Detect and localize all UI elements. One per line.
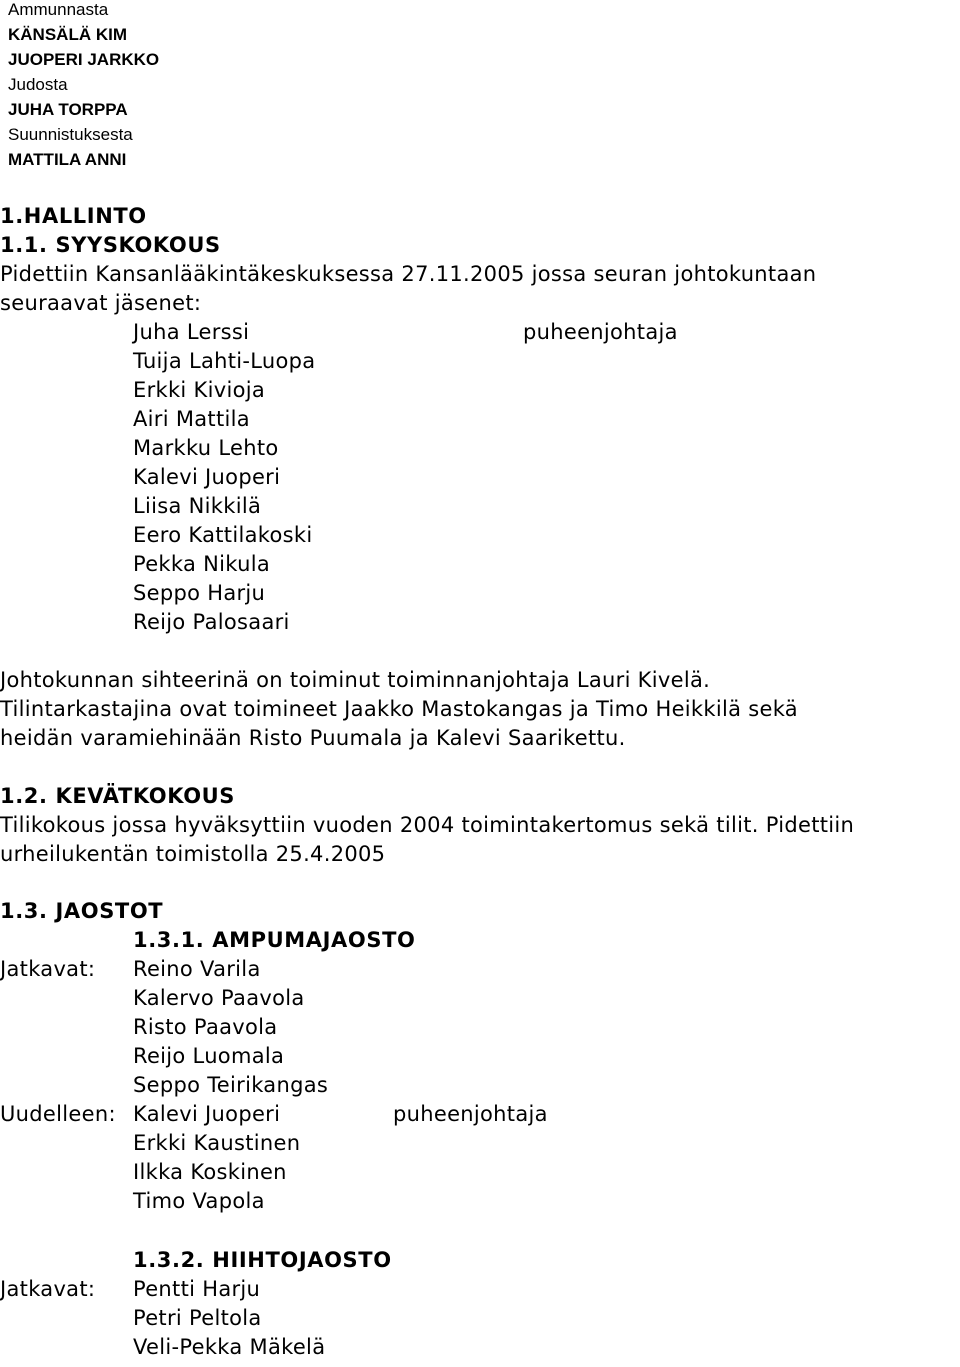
subsection-heading-jaostot: 1.3. JAOSTOT	[0, 899, 164, 923]
role-chairman: puheenjohtaja	[523, 320, 678, 344]
member-name: Seppo Teirikangas	[133, 1073, 329, 1097]
header-name-mattila: MATTILA ANNI	[8, 150, 127, 169]
paragraph-secretary: Johtokunnan sihteerinä on toiminut toiminnanjohtaja Lauri Kivelä.	[0, 668, 711, 692]
member-name: Petri Peltola	[133, 1306, 262, 1330]
member-name: Juha Lerssi	[133, 320, 250, 344]
header-name-torppa: JUHA TORPPA	[8, 100, 128, 119]
subsection-heading-syyskokous: 1.1. SYYSKOKOUS	[0, 233, 221, 257]
paragraph-kevatkokous-line1: Tilikokous jossa hyväksyttiin vuoden 2004 toimintakertomus sekä tilit. Pidettiin	[0, 813, 855, 837]
member-name: Pentti Harju	[133, 1277, 261, 1301]
member-name: Liisa Nikkilä	[133, 494, 262, 518]
member-name: Pekka Nikula	[133, 552, 271, 576]
member-name: Eero Kattilakoski	[133, 523, 313, 547]
member-name: Reino Varila	[133, 957, 261, 981]
member-name: Erkki Kivioja	[133, 378, 266, 402]
member-name: Kalervo Paavola	[133, 986, 305, 1010]
member-name: Tuija Lahti-Luopa	[133, 349, 316, 373]
label-jatkavat: Jatkavat:	[0, 957, 96, 981]
header-name-kansala: KÄNSÄLÄ KIM	[8, 25, 127, 44]
member-name: Kalevi Juoperi	[133, 1102, 281, 1126]
header-line-judosta: Judosta	[8, 75, 68, 94]
label-uudelleen: Uudelleen:	[0, 1102, 116, 1126]
member-name: Timo Vapola	[133, 1189, 265, 1213]
member-name: Risto Paavola	[133, 1015, 278, 1039]
member-name: Erkki Kaustinen	[133, 1131, 301, 1155]
subsection-heading-hiihtojaosto: 1.3.2. HIIHTOJAOSTO	[133, 1248, 392, 1272]
header-name-juoperi: JUOPERI JARKKO	[8, 50, 160, 69]
paragraph-kevatkokous-line2: urheilukentän toimistolla 25.4.2005	[0, 842, 386, 866]
member-name: Kalevi Juoperi	[133, 465, 281, 489]
paragraph-syyskokous-line1: Pidettiin Kansanlääkintäkeskuksessa 27.11.2005 jossa seuran johtokuntaan	[0, 262, 817, 286]
paragraph-auditors-line2: heidän varamiehinään Risto Puumala ja Kalevi Saarikettu.	[0, 726, 626, 750]
member-name: Seppo Harju	[133, 581, 266, 605]
section-heading-hallinto: 1.HALLINTO	[0, 204, 147, 228]
header-line-ammunnasta: Ammunnasta	[8, 0, 109, 19]
member-name: Veli-Pekka Mäkelä	[133, 1335, 326, 1359]
member-name: Ilkka Koskinen	[133, 1160, 287, 1184]
member-name: Markku Lehto	[133, 436, 279, 460]
paragraph-auditors-line1: Tilintarkastajina ovat toimineet Jaakko Mastokangas ja Timo Heikkilä sekä	[0, 697, 798, 721]
paragraph-syyskokous-line2: seuraavat jäsenet:	[0, 291, 202, 315]
label-jatkavat: Jatkavat:	[0, 1277, 96, 1301]
member-name: Reijo Luomala	[133, 1044, 285, 1068]
header-line-suunnistuksesta: Suunnistuksesta	[8, 125, 133, 144]
member-name: Airi Mattila	[133, 407, 250, 431]
subsection-heading-kevatkokous: 1.2. KEVÄTKOKOUS	[0, 784, 236, 808]
subsection-heading-ampumajaosto: 1.3.1. AMPUMAJAOSTO	[133, 928, 416, 952]
role-chairman: puheenjohtaja	[393, 1102, 548, 1126]
member-name: Reijo Palosaari	[133, 610, 290, 634]
